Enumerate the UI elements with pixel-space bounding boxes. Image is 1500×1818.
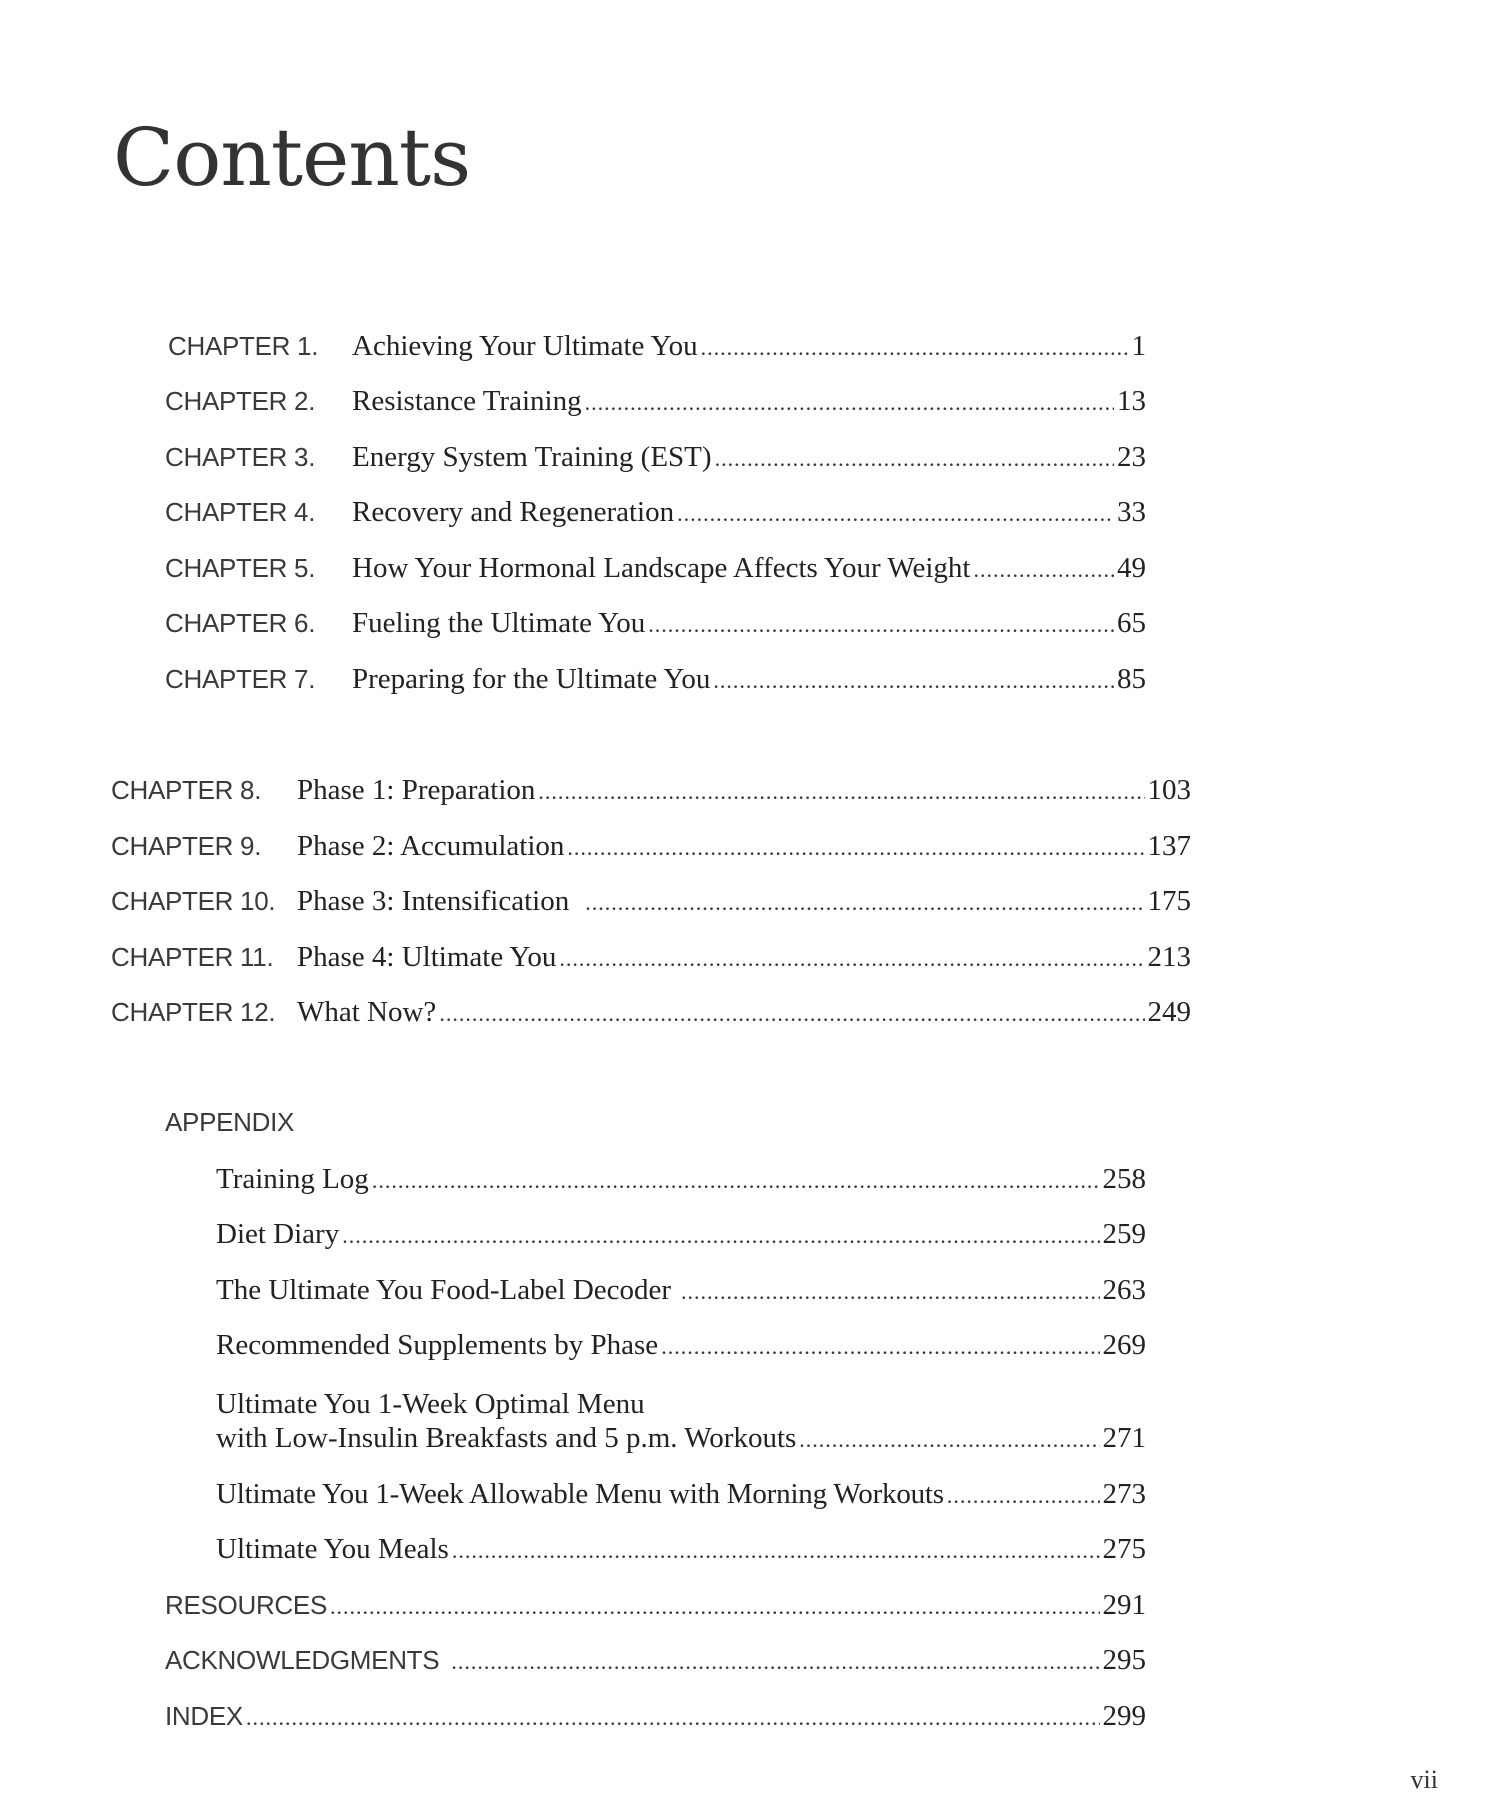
toc-entry-ultimate-you-meals[interactable] <box>216 1533 1146 1573</box>
page-ref: 271 <box>1102 1422 1146 1454</box>
chapter-title: Fueling the Ultimate You <box>352 607 646 639</box>
toc-entry-resources[interactable] <box>165 1589 1146 1629</box>
toc-entry-training-log[interactable] <box>216 1163 1146 1203</box>
toc-entry-recommended-supplements[interactable] <box>216 1329 1146 1369</box>
chapter-title: Phase 3: Intensification <box>297 885 570 917</box>
toc-entry-diet-diary[interactable] <box>216 1218 1146 1258</box>
dot-leader <box>559 946 1144 972</box>
chapter-title: Energy System Training (EST) <box>352 441 712 473</box>
page-ref: 103 <box>1147 774 1191 806</box>
page-ref: 258 <box>1102 1163 1146 1195</box>
chapter-title: Resistance Training <box>352 385 582 417</box>
page-ref: 269 <box>1102 1329 1146 1361</box>
appendix-item-title: with Low-Insulin Breakfasts and 5 p.m. Workouts <box>216 1422 797 1454</box>
dot-leader <box>567 835 1144 861</box>
chapter-label: CHAPTER 12. <box>111 997 276 1027</box>
chapter-title: How Your Hormonal Landscape Affects Your Weight <box>352 552 971 584</box>
toc-entry-chapter-7[interactable] <box>165 663 1146 703</box>
dot-leader <box>330 1594 1100 1620</box>
page-ref: 291 <box>1102 1589 1146 1621</box>
page-ref: 1 <box>1131 330 1146 362</box>
toc-entry-chapter-12[interactable] <box>111 996 1191 1036</box>
dot-leader <box>701 335 1129 361</box>
dot-leader <box>799 1427 1099 1453</box>
chapter-label: CHAPTER 8. <box>111 775 262 805</box>
dot-leader <box>452 1538 1100 1564</box>
dot-leader <box>585 890 1144 916</box>
dot-leader <box>661 1334 1099 1360</box>
page-ref: 85 <box>1117 663 1146 695</box>
dot-leader <box>973 557 1114 583</box>
appendix-item-title: Training Log <box>216 1163 369 1195</box>
appendix-heading <box>165 1107 294 1147</box>
page-ref: 23 <box>1117 441 1146 473</box>
toc-entry-food-label-decoder[interactable] <box>216 1274 1146 1314</box>
dot-leader <box>538 779 1144 805</box>
dot-leader <box>585 390 1114 416</box>
toc-entry-chapter-11[interactable] <box>111 941 1191 981</box>
dot-leader <box>947 1483 1100 1509</box>
toc-entry-chapter-1[interactable] <box>168 330 1146 370</box>
dot-leader <box>342 1223 1099 1249</box>
page-ref: 275 <box>1102 1533 1146 1565</box>
dot-leader <box>715 446 1114 472</box>
dot-leader <box>451 1649 1099 1675</box>
section-label: ACKNOWLEDGMENTS <box>165 1645 440 1675</box>
chapter-label: CHAPTER 2. <box>165 386 316 416</box>
chapter-label: CHAPTER 10. <box>111 886 276 916</box>
page-ref: 137 <box>1147 830 1191 862</box>
toc-entry-chapter-6[interactable] <box>165 607 1146 647</box>
chapter-label: CHAPTER 6. <box>165 608 316 638</box>
appendix-item-title: Diet Diary <box>216 1218 340 1250</box>
chapter-label: CHAPTER 11. <box>111 942 274 972</box>
appendix-item-title-line1: Ultimate You 1-Week Optimal Menu <box>216 1388 645 1420</box>
chapter-title: Preparing for the Ultimate You <box>352 663 711 695</box>
dot-leader <box>372 1168 1100 1194</box>
page-ref: 273 <box>1102 1478 1146 1510</box>
section-label: RESOURCES <box>165 1590 327 1620</box>
chapter-label: CHAPTER 7. <box>165 664 316 694</box>
toc-entry-acknowledgments[interactable] <box>165 1644 1146 1684</box>
chapter-title: Phase 1: Preparation <box>297 774 536 806</box>
toc-entry-allowable-menu[interactable] <box>216 1478 1146 1518</box>
section-label: INDEX <box>165 1701 243 1731</box>
page-ref: 33 <box>1117 496 1146 528</box>
dot-leader <box>246 1705 1100 1731</box>
chapter-label: CHAPTER 1. <box>168 331 319 361</box>
toc-entry-chapter-5[interactable] <box>165 552 1146 592</box>
dot-leader <box>681 1279 1099 1305</box>
dot-leader <box>677 501 1114 527</box>
chapter-label: CHAPTER 3. <box>165 442 316 472</box>
toc-entry-chapter-2[interactable] <box>165 385 1146 425</box>
page-ref: 13 <box>1117 385 1146 417</box>
dot-leader <box>713 668 1114 694</box>
toc-entry-chapter-9[interactable] <box>111 830 1191 870</box>
page-ref: 263 <box>1102 1274 1146 1306</box>
page-title: Contents <box>113 111 471 204</box>
toc-entry-optimal-menu[interactable] <box>216 1422 1146 1462</box>
page-ref: 249 <box>1147 996 1191 1028</box>
appendix-item-title: Ultimate You 1-Week Allowable Menu with Morning Workouts <box>216 1478 944 1510</box>
appendix-item-title: Recommended Supplements by Phase <box>216 1329 659 1361</box>
chapter-label: CHAPTER 9. <box>111 831 262 861</box>
appendix-label: APPENDIX <box>165 1107 295 1137</box>
toc-entry-chapter-3[interactable] <box>165 441 1146 481</box>
dot-leader <box>648 612 1114 638</box>
chapter-label: CHAPTER 5. <box>165 553 316 583</box>
toc-entry-chapter-4[interactable] <box>165 496 1146 536</box>
page-ref: 259 <box>1102 1218 1146 1250</box>
toc-entry-index[interactable] <box>165 1700 1146 1740</box>
page-ref: 49 <box>1117 552 1146 584</box>
page-number: vii <box>1410 1765 1438 1794</box>
dot-leader <box>439 1001 1144 1027</box>
chapter-title: Phase 4: Ultimate You <box>297 941 557 973</box>
page-ref: 175 <box>1147 885 1191 917</box>
toc-entry-chapter-10[interactable] <box>111 885 1191 925</box>
page-ref: 299 <box>1102 1700 1146 1732</box>
chapter-title: Achieving Your Ultimate You <box>352 330 698 362</box>
chapter-title: What Now? <box>297 996 437 1028</box>
chapter-label: CHAPTER 4. <box>165 497 316 527</box>
page-ref: 213 <box>1147 941 1191 973</box>
chapter-title: Recovery and Regeneration <box>352 496 675 528</box>
page-ref: 65 <box>1117 607 1146 639</box>
appendix-item-title: The Ultimate You Food-Label Decoder <box>216 1274 672 1306</box>
toc-entry-chapter-8[interactable] <box>111 774 1191 814</box>
appendix-item-title: Ultimate You Meals <box>216 1533 449 1565</box>
chapter-title: Phase 2: Accumulation <box>297 830 565 862</box>
page-ref: 295 <box>1102 1644 1146 1676</box>
